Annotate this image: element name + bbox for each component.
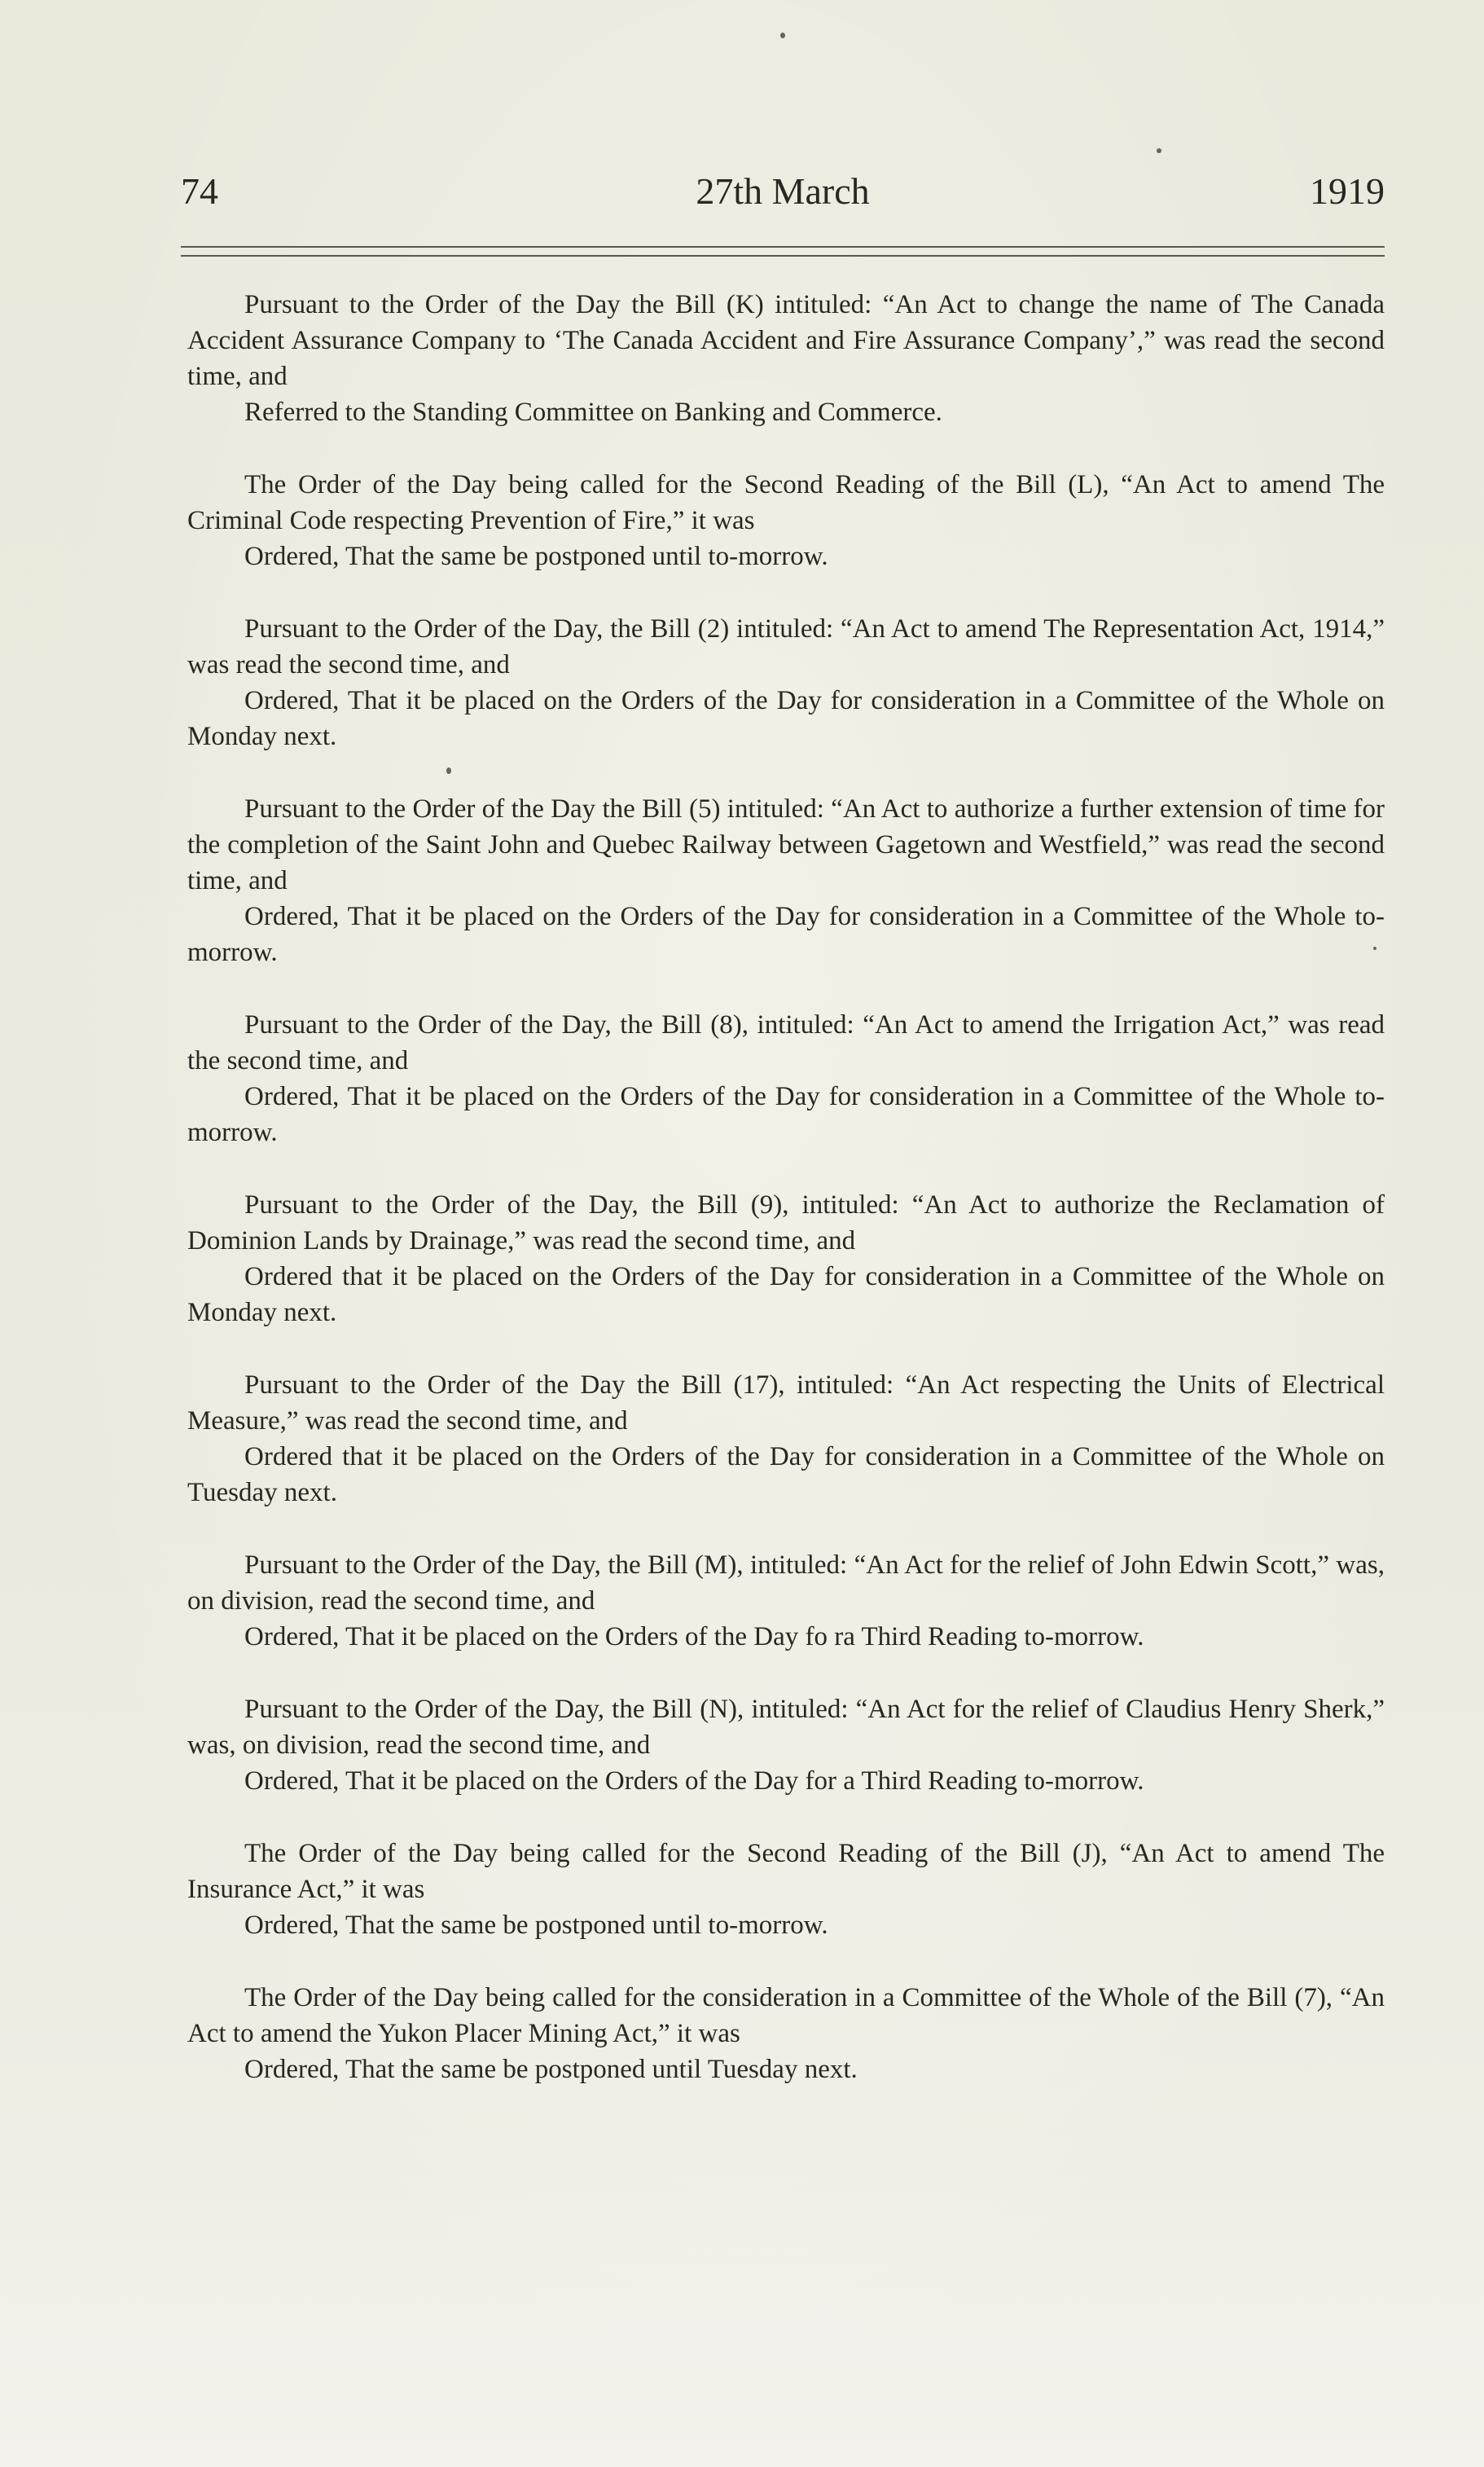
paragraph-line: Ordered, That it be placed on the Orders of the Day for a Third Reading to-morrow. — [244, 1766, 1144, 1796]
paragraph-line: Ordered, That the same be postponed until to-morrow. — [244, 542, 828, 571]
paragraph — [187, 287, 1385, 430]
paragraph — [187, 1367, 1385, 1511]
paragraph-line: The Order of the Day being called for the Second Reading of the Bill (J), “An Act to amend The Insurance Act,” it was — [187, 1839, 1385, 1904]
paragraph-line: Ordered that it be placed on the Orders of the Day for consideration in a Committee of the Whole on Monday next. — [187, 1262, 1385, 1327]
paper-speck — [1373, 947, 1376, 950]
paper-speck — [1157, 148, 1161, 153]
paragraph-line: Pursuant to the Order of the Day, the Bill (8), intituled: “An Act to amend the Irrigation Act,” was read the second time, and — [187, 1010, 1385, 1075]
paragraph-line: Ordered, That the same be postponed until Tuesday next. — [244, 2055, 858, 2084]
paragraph — [187, 467, 1385, 574]
paragraph-line: Pursuant to the Order of the Day the Bill (K) intituled: “An Act to change the name of The Canada Accident Assurance Company to ‘The Canada Accident and Fire Assurance Company’,” was read the second time, and — [187, 290, 1385, 391]
paragraph-line: Ordered that it be placed on the Orders of the Day for consideration in a Committee of the Whole on Tuesday next. — [187, 1442, 1385, 1507]
paragraph-line: Ordered, That it be placed on the Orders of the Day for consideration in a Committee of the Whole on Monday next. — [187, 686, 1385, 751]
paragraph-line: Pursuant to the Order of the Day, the Bill (9), intituled: “An Act to authorize the Reclamation of Dominion Lands by Drainage,” was read the second time, and — [187, 1190, 1385, 1255]
header-year: 1919 — [1310, 170, 1385, 212]
paragraph — [187, 1007, 1385, 1150]
paragraph-line: Pursuant to the Order of the Day the Bill (5) intituled: “An Act to authorize a further extension of time for the completion of the Saint John and Quebec Railway between Gagetown and Westfield,” was read the second time, and — [187, 794, 1385, 895]
paragraph — [187, 791, 1385, 970]
page-number: 74 — [181, 170, 218, 212]
page-header — [181, 163, 1385, 220]
paragraph — [187, 611, 1385, 754]
paragraph-line: Pursuant to the Order of the Day, the Bill (M), intituled: “An Act for the relief of John Edwin Scott,” was, on division, read the second time, and — [187, 1550, 1385, 1616]
header-rule-bottom — [181, 255, 1385, 257]
paper-speck — [446, 767, 451, 774]
paragraph-line: Pursuant to the Order of the Day, the Bill (N), intituled: “An Act for the relief of Claudius Henry Sherk,” was, on division, read the second time, and — [187, 1695, 1385, 1760]
paragraph — [187, 1980, 1385, 2087]
journal-body — [187, 287, 1385, 2124]
paragraph — [187, 1836, 1385, 1943]
paragraph-line: The Order of the Day being called for the Second Reading of the Bill (L), “An Act to amend The Criminal Code respecting Prevention of Fire,” it was — [187, 470, 1385, 535]
paragraph-line: Referred to the Standing Committee on Banking and Commerce. — [244, 398, 942, 427]
paragraph-line: Ordered, That it be placed on the Orders of the Day for consideration in a Committee of the Whole to-morrow. — [187, 1082, 1385, 1147]
paragraph-line: Pursuant to the Order of the Day, the Bill (2) intituled: “An Act to amend The Representation Act, 1914,” was read the second time, and — [187, 614, 1385, 679]
paragraph-line: Ordered, That it be placed on the Orders of the Day for consideration in a Committee of the Whole to-morrow. — [187, 902, 1385, 967]
paragraph-line: Ordered, That the same be postponed until to-morrow. — [244, 1911, 828, 1940]
paragraph — [187, 1691, 1385, 1799]
paragraph — [187, 1187, 1385, 1330]
paragraph-line: Pursuant to the Order of the Day the Bill (17), intituled: “An Act respecting the Units of Electrical Measure,” was read the second time, and — [187, 1370, 1385, 1436]
header-date: 27th March — [696, 170, 870, 212]
paragraph-line: The Order of the Day being called for the consideration in a Committee of the Whole of the Bill (7), “An Act to amend the Yukon Placer Mining Act,” it was — [187, 1983, 1385, 2048]
paragraph-line: Ordered, That it be placed on the Orders of the Day fo ra Third Reading to-morrow. — [244, 1622, 1144, 1651]
paragraph — [187, 1547, 1385, 1655]
paper-speck — [780, 33, 785, 38]
header-rule-top — [181, 246, 1385, 248]
